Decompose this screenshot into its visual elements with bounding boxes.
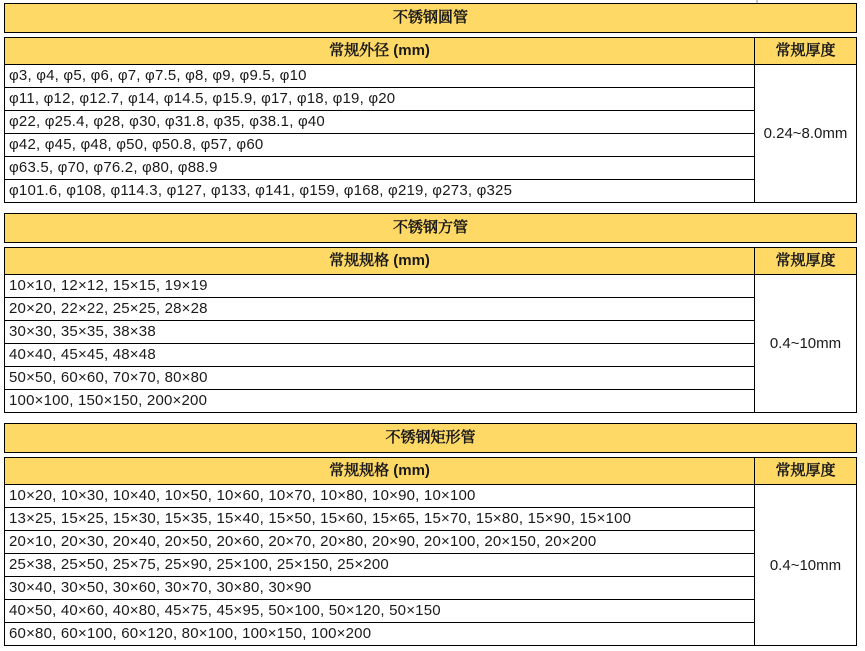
spec-row: 10×20, 10×30, 10×40, 10×50, 10×60, 10×70, 10×80, 10×90, 10×100 — [5, 485, 754, 508]
spec-row: 40×50, 40×60, 40×80, 45×75, 45×95, 50×100, 50×120, 50×150 — [5, 600, 754, 623]
spec-row: 40×40, 45×45, 48×48 — [5, 344, 754, 367]
table-header-row — [4, 37, 857, 65]
spec-row: 60×80, 60×100, 60×120, 80×100, 100×150, 100×200 — [9, 625, 372, 642]
spec-row: φ22, φ25.4, φ28, φ30, φ31.8, φ35, φ38.1, φ40 — [5, 111, 754, 134]
table-title: 不锈钢矩形管 — [4, 423, 857, 453]
table-header-row — [4, 457, 857, 485]
thickness-value-cell: 0.4~10mm — [769, 556, 842, 574]
spec-row: 30×40, 30×50, 30×60, 30×70, 30×80, 30×90 — [5, 577, 754, 600]
table-body — [4, 65, 857, 203]
round-pipe-table — [4, 3, 857, 203]
spec-row: 25×38, 25×50, 25×75, 25×90, 25×100, 25×150, 25×200 — [5, 554, 754, 577]
spec-row: φ63.5, φ70, φ76.2, φ80, φ88.9 — [5, 157, 754, 180]
thickness-header-cell: 常规厚度 — [775, 252, 836, 269]
spec-row: 10×10, 12×12, 15×15, 19×19 — [5, 275, 754, 298]
table-title: 不锈钢方管 — [4, 213, 857, 243]
spec-header-cell: 常规规格 (mm) — [5, 458, 755, 484]
spec-row: 100×100, 150×150, 200×200 — [9, 392, 208, 409]
spec-row: 20×20, 22×22, 25×25, 28×28 — [5, 298, 754, 321]
table-body — [4, 275, 857, 413]
spec-header-cell: 常规规格 (mm) — [5, 248, 755, 274]
square-pipe-table — [4, 213, 857, 413]
table-title: 不锈钢圆管 — [4, 3, 857, 33]
spec-column — [5, 275, 755, 412]
thickness-header-cell: 常规厚度 — [775, 42, 836, 59]
spec-column — [5, 65, 755, 202]
thickness-header-cell: 常规厚度 — [775, 462, 836, 479]
thickness-value-cell: 0.4~10mm — [769, 335, 842, 352]
spec-header-cell: 常规外径 (mm) — [5, 38, 755, 64]
thickness-value-cell: 0.24~8.0mm — [763, 125, 848, 142]
spec-row: 20×10, 20×30, 20×40, 20×50, 20×60, 20×70, 20×80, 20×90, 20×100, 20×150, 20×200 — [5, 531, 754, 554]
spec-row: φ3, φ4, φ5, φ6, φ7, φ7.5, φ8, φ9, φ9.5, φ10 — [5, 65, 754, 88]
spec-row: φ101.6, φ108, φ114.3, φ127, φ133, φ141, φ159, φ168, φ219, φ273, φ325 — [9, 182, 513, 199]
spec-row: φ11, φ12, φ12.7, φ14, φ14.5, φ15.9, φ17, φ18, φ19, φ20 — [5, 88, 754, 111]
spec-column — [5, 485, 755, 645]
spec-row: 30×30, 35×35, 38×38 — [5, 321, 754, 344]
spec-row: φ42, φ45, φ48, φ50, φ50.8, φ57, φ60 — [5, 134, 754, 157]
spec-row: 13×25, 15×25, 15×30, 15×35, 15×40, 15×50, 15×60, 15×65, 15×70, 15×80, 15×90, 15×100 — [5, 508, 754, 531]
spec-row: 50×50, 60×60, 70×70, 80×80 — [5, 367, 754, 390]
table-header-row — [4, 247, 857, 275]
rect-pipe-table — [4, 423, 857, 646]
table-body — [4, 485, 857, 646]
gridline-artifact-mark — [756, 0, 758, 3]
